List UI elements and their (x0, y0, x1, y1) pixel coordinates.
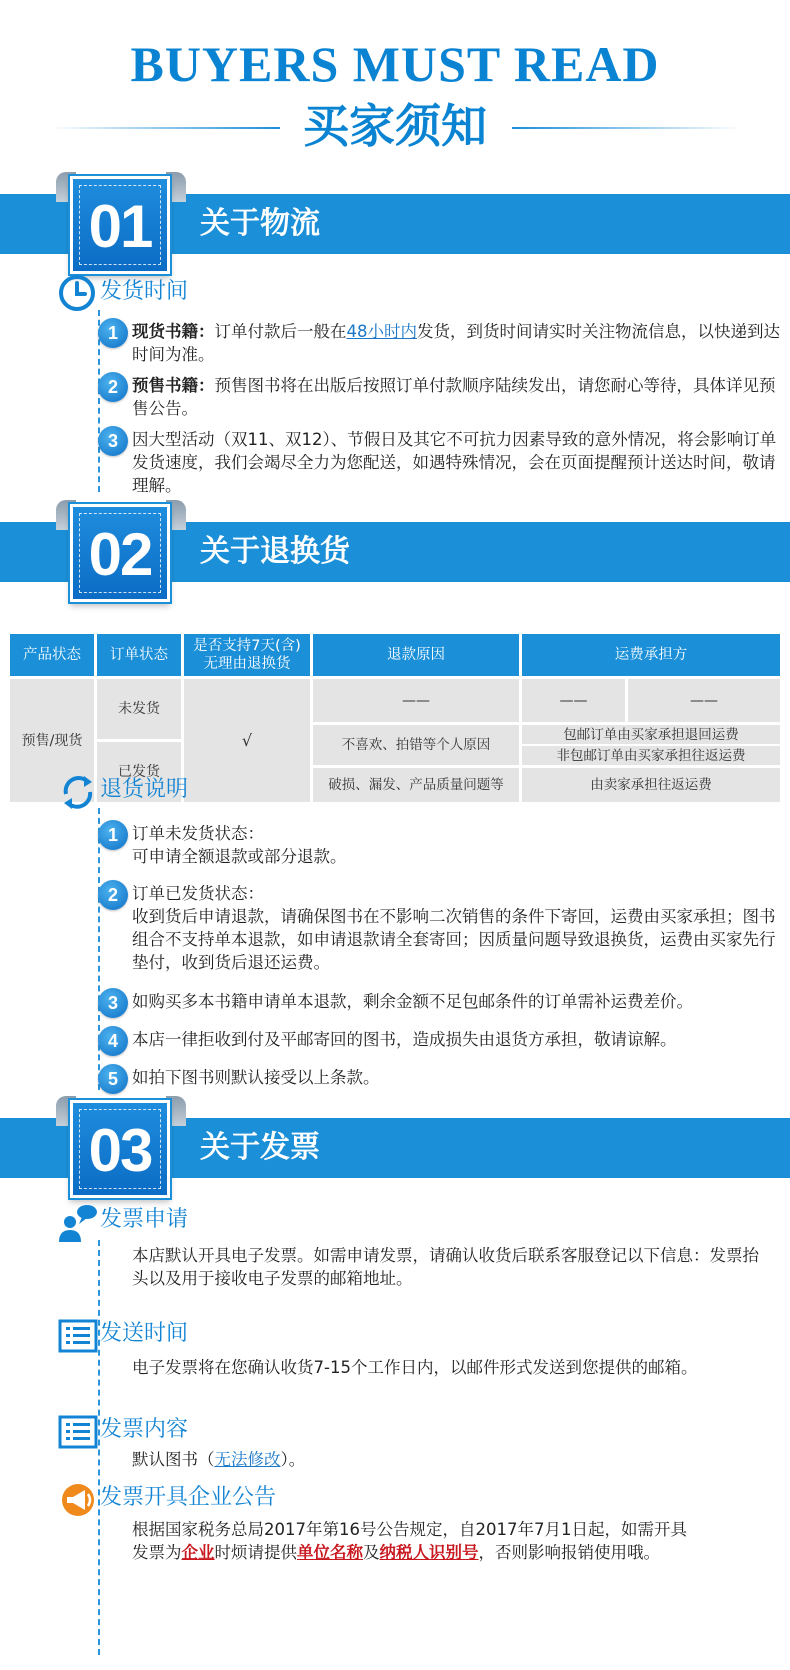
subheading-text: 发送时间 (100, 1321, 189, 1346)
notice-text-pre: 发票为 (132, 1543, 182, 1562)
content-text-post: ）。 (280, 1450, 306, 1469)
table-cell-freight-none: —— (522, 679, 625, 722)
section-banner-returns (0, 500, 790, 640)
section-number-tab (70, 176, 170, 274)
table-header: 产品状态 (10, 634, 94, 676)
section-title: 关于发票 (200, 1130, 320, 1165)
enterprise-notice-text (132, 1518, 772, 1564)
section-title: 关于物流 (200, 206, 320, 241)
item-bold-label: 预售书籍： (132, 376, 215, 395)
subheading-text: 发票开具企业公告 (100, 1485, 277, 1510)
item-text-post: 发货，到货时间请实时关注物流信息，以快递到达时间为准。 (132, 322, 780, 364)
cannot-modify-link[interactable]: 无法修改 (214, 1450, 281, 1469)
item-text (132, 374, 782, 420)
section-number: 03 (88, 1117, 152, 1184)
section-number-tab (70, 504, 170, 602)
person-chat-icon (58, 1202, 98, 1242)
number-badge: 3 (98, 426, 128, 456)
item-text (132, 320, 782, 366)
table-cell-product-status: 预售/现货 (10, 679, 94, 802)
item-text: 本店一律拒收到付及平邮寄回的图书，造成损失由退货方承担，敬请谅解。 (132, 1030, 677, 1049)
table-cell-freight-seller: 由卖家承担往返运费 (522, 768, 780, 802)
clock-icon (58, 274, 98, 314)
number-badge: 1 (98, 820, 128, 850)
item-bold-label: 现货书籍： (132, 322, 215, 341)
notice-line-1: 根据国家税务总局2017年第16号公告规定，自2017年7月1日起，如需开具 (132, 1520, 687, 1539)
table-cell-shipped: 已发货 (97, 742, 181, 802)
table-header: 退款原因 (313, 634, 519, 676)
title-divider-right (512, 127, 742, 129)
table-cell-reason-quality: 破损、漏发、产品质量问题等 (313, 768, 519, 802)
invoice-content-text (132, 1448, 772, 1471)
section-title: 关于退换货 (200, 534, 350, 569)
section-number: 02 (88, 521, 152, 588)
title-chinese: 买家须知 (303, 99, 487, 153)
table-cell-unshipped: 未发货 (97, 679, 181, 739)
number-badge: 4 (98, 1026, 128, 1056)
subheading-text: 发货时间 (100, 279, 189, 304)
section-number: 01 (88, 193, 152, 260)
notice-text-mid-1: 时烦请提供 (214, 1543, 297, 1562)
item-text-body: 预售图书将在出版后按照订单付款顺序陆续发出，请您耐心等待，具体详见预售公告。 (132, 376, 776, 418)
table-header: 订单状态 (97, 634, 181, 676)
item-text: 订单已发货状态： 收到货后申请退款，请确保图书在不影响二次销售的条件下寄回，运费由买家承担；图书组合不支持单本退款，如申请退款请全套寄回；因质量问题导致退换货，运费由买家先行垫付，收到货后退还运费。 (132, 884, 776, 972)
highlight-48h-link[interactable]: 48小时内 (346, 322, 417, 341)
notice-text-mid-2: 及 (363, 1543, 380, 1562)
table-cell-reason-none: —— (313, 679, 519, 722)
number-badge: 3 (98, 988, 128, 1018)
content-text-pre: 默认图书（ (132, 1450, 215, 1469)
invoice-apply-text: 本店默认开具电子发票。如需申请发票，请确认收货后联系客服登记以下信息：发票抬头以及用于接收电子发票的邮箱地址。 (132, 1246, 759, 1288)
section-number-tab (70, 1100, 170, 1198)
number-badge: 2 (98, 880, 128, 910)
notice-keyword-enterprise: 企业 (181, 1543, 215, 1562)
refresh-icon (58, 772, 98, 812)
item-text: 订单未发货状态： 可申请全额退款或部分退款。 (132, 824, 347, 866)
item-text-pre: 订单付款后一般在 (214, 322, 347, 341)
table-cell-freight-nonfree-shipping: 非包邮订单由买家承担往返运费 (522, 746, 780, 765)
title-english: BUYERS MUST READ (130, 36, 660, 92)
number-badge: 2 (98, 372, 128, 402)
subheading-text: 发票内容 (100, 1417, 189, 1442)
table-header: 是否支持7天(含)无理由退换货 (184, 634, 310, 676)
table-cell-reason-personal: 不喜欢、拍错等个人原因 (313, 725, 519, 765)
number-badge: 5 (98, 1064, 128, 1094)
subheading-text: 发票申请 (100, 1207, 189, 1232)
list-icon (58, 1412, 98, 1452)
list-icon (58, 1316, 98, 1356)
notice-text-post: ，否则影响报销使用哦。 (478, 1543, 660, 1562)
table-cell-freight-free-shipping: 包邮订单由买家承担退回运费 (522, 725, 780, 744)
notice-keyword-tax-id: 纳税人识别号 (379, 1543, 479, 1562)
table-cell-freight-none: —— (628, 679, 780, 722)
notice-keyword-unit-name: 单位名称 (297, 1543, 363, 1562)
dashed-guide-line (98, 1240, 100, 1655)
item-text: 因大型活动（双11、双12）、节假日及其它不可抗力因素导致的意外情况，将会影响订单发货速度，我们会竭尽全力为您配送，如遇特殊情况，会在页面提醒预计送达时间，敬请理解。 (132, 430, 777, 495)
subheading-text: 退货说明 (100, 777, 189, 802)
title-chinese-block (0, 96, 790, 156)
megaphone-icon (58, 1480, 98, 1520)
number-badge: 1 (98, 318, 128, 348)
table-cell-support: √ (184, 679, 310, 802)
table-header: 运费承担方 (522, 634, 780, 676)
item-text: 如购买多本书籍申请单本退款，剩余金额不足包邮条件的订单需补运费差价。 (132, 992, 693, 1011)
invoice-send-text: 电子发票将在您确认收货7-15个工作日内，以邮件形式发送到您提供的邮箱。 (132, 1358, 698, 1377)
item-text: 如拍下图书则默认接受以上条款。 (132, 1068, 380, 1087)
